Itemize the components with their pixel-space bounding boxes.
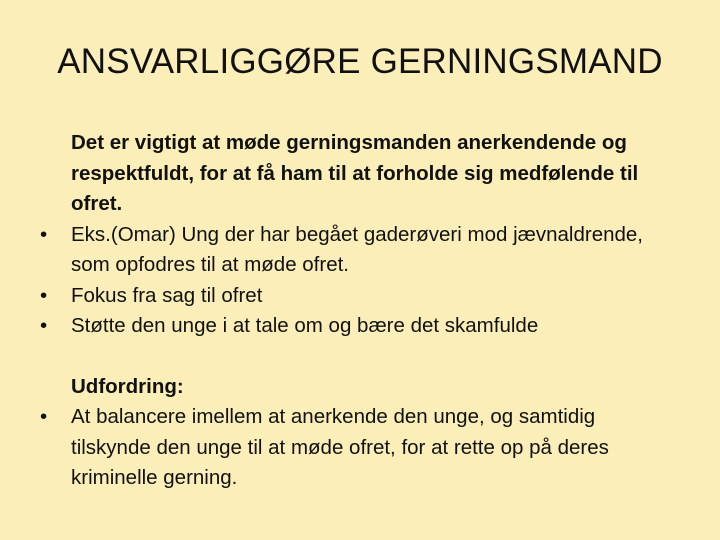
- bullet-item-example: [40, 220, 680, 281]
- bullet-marker: •: [40, 222, 48, 246]
- bullet-marker: •: [40, 283, 48, 307]
- challenge-heading-text: Udfordring:: [71, 374, 184, 398]
- bullet-text: Fokus fra sag til ofret: [71, 283, 263, 307]
- challenge-heading: [40, 372, 680, 403]
- bullet-text: Støtte den unge i at tale om og bære det skamfulde: [71, 314, 539, 337]
- bullet-item-focus: [40, 281, 680, 312]
- bullet-marker: •: [40, 405, 48, 428]
- bullet-item-support: [40, 311, 680, 342]
- intro-paragraph: [40, 128, 680, 220]
- slide-body: [40, 128, 680, 494]
- bullet-text: Eks.(Omar) Ung der har begået gaderøveri mod jævnaldrende, som opfodres til at møde ofret.: [71, 222, 643, 276]
- spacer: [40, 342, 680, 372]
- intro-text: Det er vigtigt at møde gerningsmanden anerkendende og respektfuldt, for at få ham til at forholde sig medfølende til ofret.: [71, 131, 639, 215]
- bullet-item-challenge: [40, 402, 680, 494]
- bullet-marker: •: [40, 314, 48, 337]
- bullet-text: At balancere imellem at anerkende den unge, og samtidig tilskynde den unge til at møde ofret, for at rette op på deres kriminelle gerning.: [71, 405, 609, 489]
- slide-title: ANSVARLIGGØRE GERNINGSMAND: [57, 42, 663, 81]
